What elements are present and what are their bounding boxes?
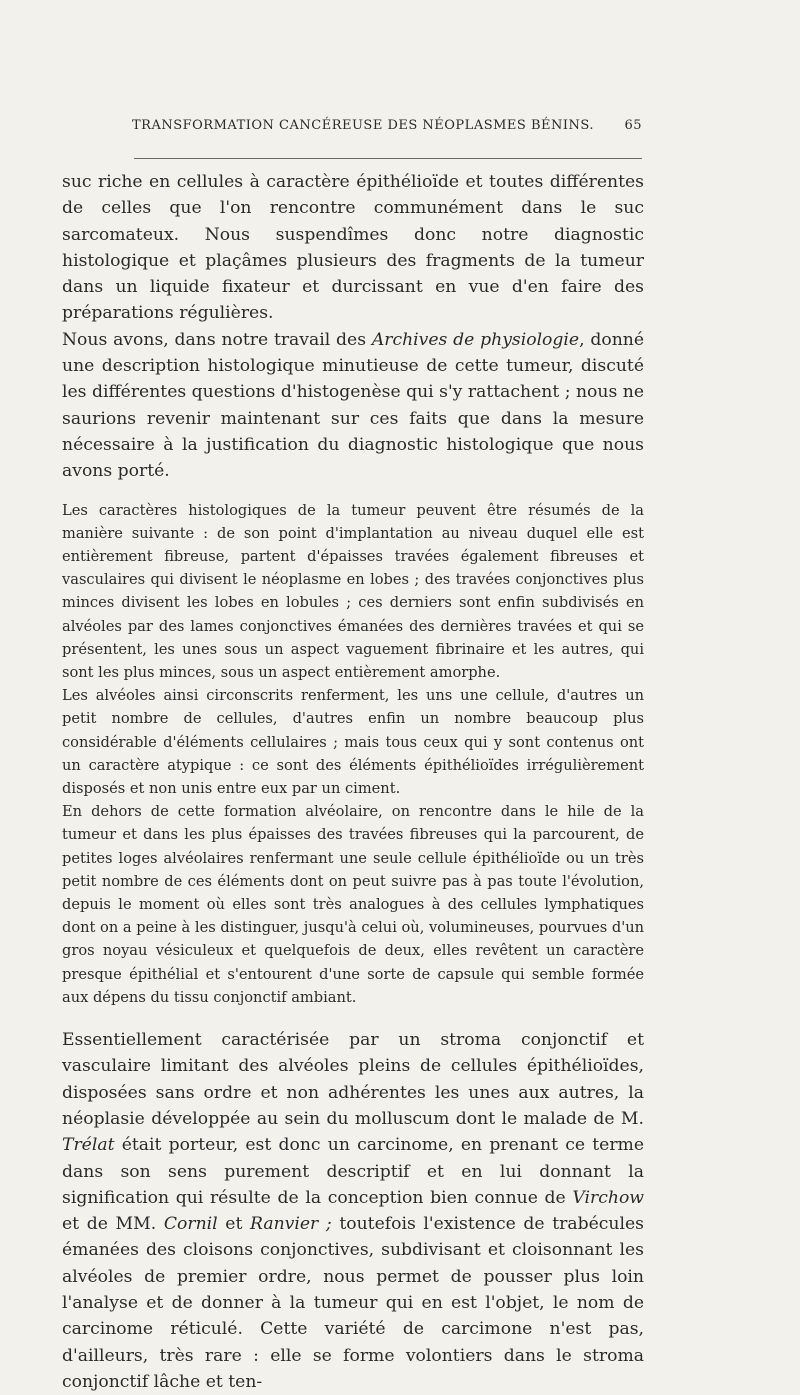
journal-title: Archives de physiologie: [371, 329, 580, 350]
paragraph-3-text-b: était porteur, est donc un carcinome, en prenant ce terme dans son sens purement descriptif et en lui donnant la signification qui résulte de la conception bien connue de: [62, 1135, 644, 1208]
small-paragraph-3: En dehors de cette formation alvéolaire, on rencontre dans le hile de la tumeur et dans les plus épaisses des travées fibreuses qui la parcourent, de petites loges alvéolaires renfermant une seule cellule épithélioïde ou un très petit nombre de ces éléments dont on peut suivre pas à pas toute l'évolution, depuis le moment où elles sont très analogues à des cellules lymphatiques dont on a peine à les distinguer, jusqu'à celui où, volumineuses, pourvues d'un gros noyau vésiculeux et quelquefois de deux, elles revêtent un caractère presque épithélial et s'entourent d'une sorte de capsule qui semble formée aux dépens du tissu conjonctif ambiant.: [62, 803, 644, 1006]
page-number: 65: [624, 118, 642, 133]
header-rule: [134, 158, 642, 159]
paragraph-3-text-d: et: [217, 1214, 251, 1235]
author-name-ranvier: Ranvier ;: [250, 1214, 332, 1235]
paragraph-3-text-a: Essentiellement caractérisée par un stroma conjonctif et vasculaire limitant des alvéoles pleins de cellules épithélioïdes, disposées sans ordre et non adhérentes les unes aux autres, la néoplasie développée au sein du molluscum dont le malade de M.: [62, 1030, 644, 1129]
author-name-virchow: Virchow: [572, 1187, 644, 1208]
paragraph-3-text-e: toutefois l'existence de trabécules émanées des cloisons conjonctives, subdivisant et cloisonnant les alvéoles de premier ordre, nous permet de pousser plus loin l'analyse et de donner à la tumeur qui en est l'objet, le nom de carcinome réticulé. Cette variété de carcimone n'est pas, d'ailleurs, très rare : elle se forme volontiers dans le stroma conjonctif lâche et ten-: [62, 1214, 644, 1392]
book-page: [62, 118, 644, 1395]
running-title: TRANSFORMATION CANCÉREUSE DES NÉOPLASMES BÉNINS.: [132, 118, 594, 133]
paragraph-3: [62, 1027, 644, 1395]
small-paragraph-1: Les caractères histologiques de la tumeur peuvent être résumés de la manière suivante : de son point d'implantation au niveau duquel elle est entièrement fibreuse, partent d'épaisses travées également fibreuses et vasculaires qui divisent le néoplasme en lobes ; des travées conjonctives plus minces divisent les lobes en lobules ; ces derniers sont enfin subdivisés en alvéoles par des lames conjonctives émanées des dernières travées et qui se présentent, les unes sous un aspect vaguement fibrinaire et les autres, qui sont les plus minces, sous un aspect entièrement amorphe.: [62, 501, 644, 681]
paragraph-2-text-a: Nous avons, dans notre travail des: [62, 329, 372, 350]
paragraph-3-text-c: et de MM.: [62, 1214, 164, 1235]
paragraph-1: suc riche en cellules à caractère épithélioïde et toutes différentes de celles que l'on rencontre communément dans le suc sarcomateux. Nous suspendîmes donc notre diagnostic histologique et plaçâmes plusieurs des fragments de la tumeur dans un liquide fixateur et durcissant en vue d'en faire des préparations régulières.: [62, 172, 644, 324]
paragraph-2-text-b: , donné une description histologique minutieuse de cette tumeur, discuté les différentes questions d'histogenèse qui s'y rattachent ; nous ne saurions revenir maintenant sur ces faits que dans la mesure nécessaire à la justification du diagnostic histologique que nous avons porté.: [62, 329, 645, 482]
author-name-cornil: Cornil: [163, 1214, 218, 1235]
running-header: [62, 118, 644, 140]
small-paragraph-2: Les alvéoles ainsi circonscrits renferment, les uns une cellule, d'autres un petit nombre de cellules, d'autres enfin un nombre beaucoup plus considérable d'éléments cellulaires ; mais tous ceux qui y sont contenus ont un caractère atypique : ce sont des éléments épithélioïdes irrégulièrement disposés et non unis entre eux par un ciment.: [62, 687, 644, 797]
paragraph-2: [62, 327, 644, 485]
author-name-trelat: Trélat: [62, 1135, 115, 1156]
